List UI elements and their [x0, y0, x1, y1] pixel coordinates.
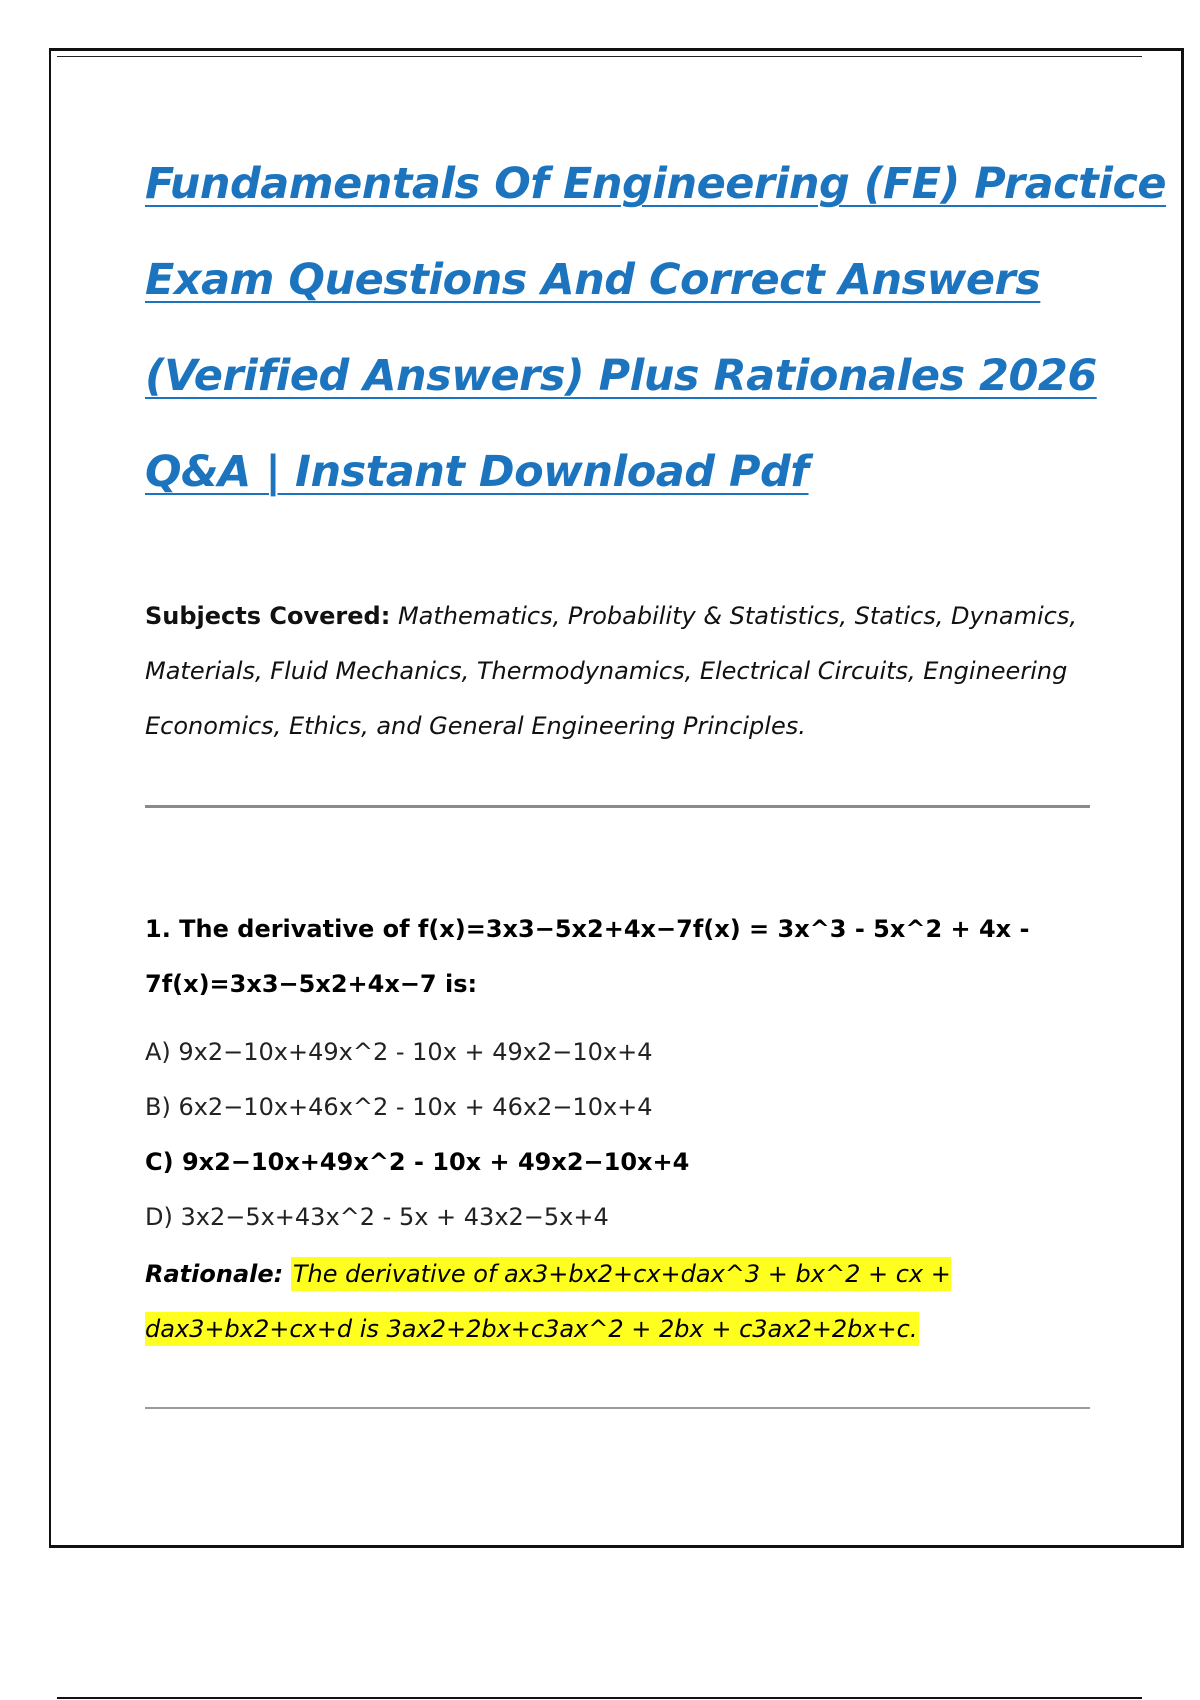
top-rule — [57, 56, 1142, 57]
section-divider — [145, 805, 1090, 808]
subjects-covered — [145, 589, 1105, 754]
question-divider — [145, 1407, 1090, 1409]
title-line-3: (Verified Answers) Plus Rationales 2026 — [145, 351, 1097, 401]
answer-options — [145, 1025, 1105, 1245]
option-b: B) 6x2−10x+46x^2 - 10x + 46x2−10x+4 — [145, 1093, 653, 1121]
title-line-1: Fundamentals Of Engineering (FE) Practice — [145, 159, 1167, 209]
rationale — [145, 1247, 1105, 1357]
question-text: 1. The derivative of f(x)=3x3−5x2+4x−7f(x) = 3x^3 - 5x^2 + 4x - 7f(x)=3x3−5x2+4x−7 is: — [145, 915, 1030, 998]
option-d: D) 3x2−5x+43x^2 - 5x + 43x2−5x+4 — [145, 1203, 609, 1231]
option-a: A) 9x2−10x+49x^2 - 10x + 49x2−10x+4 — [145, 1038, 653, 1066]
option-c-correct: C) 9x2−10x+49x^2 - 10x + 49x2−10x+4 — [145, 1148, 690, 1176]
rationale-label: Rationale: — [145, 1260, 284, 1288]
document-title — [145, 136, 1167, 520]
bottom-rule — [57, 1697, 1142, 1699]
rationale-highlighted-text: The derivative of ax3+bx2+cx+dax^3 + bx^2 + cx + dax3+bx2+cx+d is 3ax2+2bx+c3ax^2 + 2bx + c3ax2+2bx+c. — [145, 1257, 951, 1346]
subjects-list: Mathematics, Probability & Statistics, Statics, Dynamics, Materials, Fluid Mechanics, Thermodynamics, Electrical Circuits, Engineering Economics, Ethics, and General Engineering Principles. — [145, 602, 1077, 740]
subjects-label: Subjects Covered: — [145, 602, 391, 630]
title-line-4: Q&A | Instant Download Pdf — [145, 447, 809, 497]
title-line-2: Exam Questions And Correct Answers — [145, 255, 1041, 305]
